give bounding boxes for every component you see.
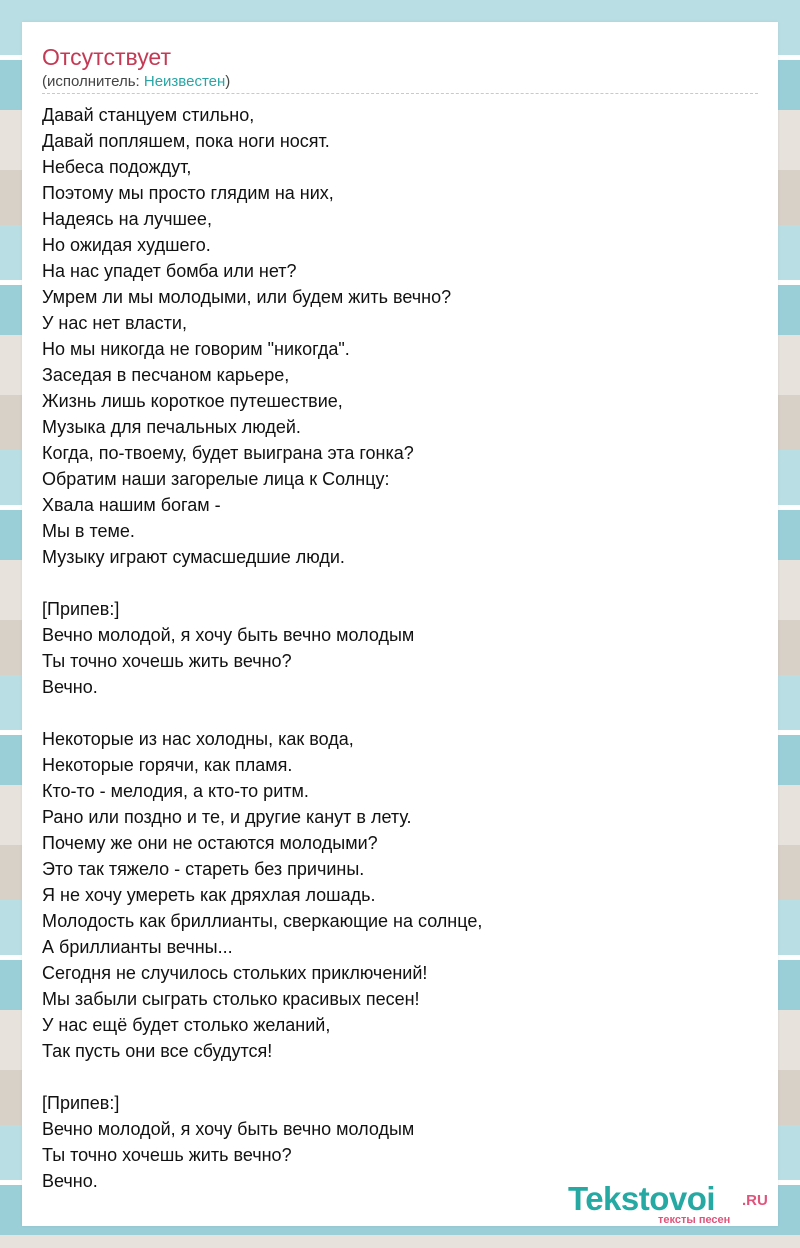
lyric-line (42, 570, 758, 596)
artist-link[interactable]: Неизвестен (143, 73, 226, 90)
lyric-line: Я не хочу умереть как дряхлая лошадь. (42, 885, 376, 905)
lyric-line: Ты точно хочешь жить вечно? (42, 1145, 292, 1165)
lyric-line: А бриллианты вечны... (42, 937, 233, 957)
logo-domain: .RU (742, 1192, 768, 1209)
lyric-line (42, 700, 758, 726)
artist-line (42, 72, 230, 92)
lyric-line: Давай попляшем, пока ноги носят. (42, 131, 330, 151)
lyric-line: Жизнь лишь короткое путешествие, (42, 391, 343, 411)
lyric-line: Небеса подождут, (42, 157, 192, 177)
lyric-line: Давай станцуем стильно, (42, 105, 255, 125)
lyric-line: Некоторые горячи, как пламя. (42, 755, 293, 775)
lyric-line: Музыка для печальных людей. (42, 417, 301, 437)
artist-prefix: (исполнитель: (42, 73, 144, 90)
lyric-line: У нас нет власти, (42, 313, 187, 333)
lyric-line: Это так тяжело - стареть без причины. (42, 859, 365, 879)
lyric-line: Когда, по-твоему, будет выиграна эта гонка? (42, 443, 414, 463)
lyric-line: Хвала нашим богам - (42, 495, 221, 515)
lyric-line: Поэтому мы просто глядим на них, (42, 183, 334, 203)
lyric-line: Умрем ли мы молодыми, или будем жить вечно? (42, 287, 452, 307)
lyric-line: Вечно. (42, 677, 98, 697)
lyric-line: [Припев:] (42, 599, 120, 619)
lyrics-text (42, 102, 758, 1194)
lyric-line (42, 1064, 758, 1090)
lyrics-card (22, 22, 778, 1226)
lyric-line: Почему же они не остаются молодыми? (42, 833, 378, 853)
lyric-line: Мы забыли сыграть столько красивых песен! (42, 989, 420, 1009)
lyric-line: Мы в теме. (42, 521, 135, 541)
tekstovoi-logo[interactable] (568, 1180, 778, 1226)
title-divider (42, 93, 758, 94)
lyric-line: Кто-то - мелодия, а кто-то ритм. (42, 781, 309, 801)
lyric-line: Молодость как бриллианты, сверкающие на солнце, (42, 911, 483, 931)
lyric-line: Вечно. (42, 1171, 98, 1191)
lyric-line: Так пусть они все сбудутся! (42, 1041, 273, 1061)
song-title: Отсутствует (42, 44, 171, 70)
lyric-line: Ты точно хочешь жить вечно? (42, 651, 292, 671)
lyric-line: Музыку играют сумасшедшие люди. (42, 547, 345, 567)
lyric-line: Заседая в песчаном карьере, (42, 365, 290, 385)
lyric-line: Надеясь на лучшее, (42, 209, 212, 229)
lyric-line: Но мы никогда не говорим "никогда". (42, 339, 350, 359)
lyric-line: Обратим наши загорелые лица к Солнцу: (42, 469, 390, 489)
lyric-line: Вечно молодой, я хочу быть вечно молодым (42, 1119, 415, 1139)
logo-wordmark: Tekstovoi (568, 1180, 716, 1217)
lyric-line: [Припев:] (42, 1093, 120, 1113)
lyric-line: Сегодня не случилось стольких приключений! (42, 963, 428, 983)
lyric-line: Вечно молодой, я хочу быть вечно молодым (42, 625, 415, 645)
logo-subtitle: тексты песен (658, 1214, 731, 1226)
lyric-line: На нас упадет бомба или нет? (42, 261, 297, 281)
lyric-line: Некоторые из нас холодны, как вода, (42, 729, 354, 749)
lyric-line: У нас ещё будет столько желаний, (42, 1015, 331, 1035)
lyric-line: Рано или поздно и те, и другие канут в лету. (42, 807, 412, 827)
lyric-line: Но ожидая худшего. (42, 235, 211, 255)
artist-suffix: ) (225, 73, 231, 90)
